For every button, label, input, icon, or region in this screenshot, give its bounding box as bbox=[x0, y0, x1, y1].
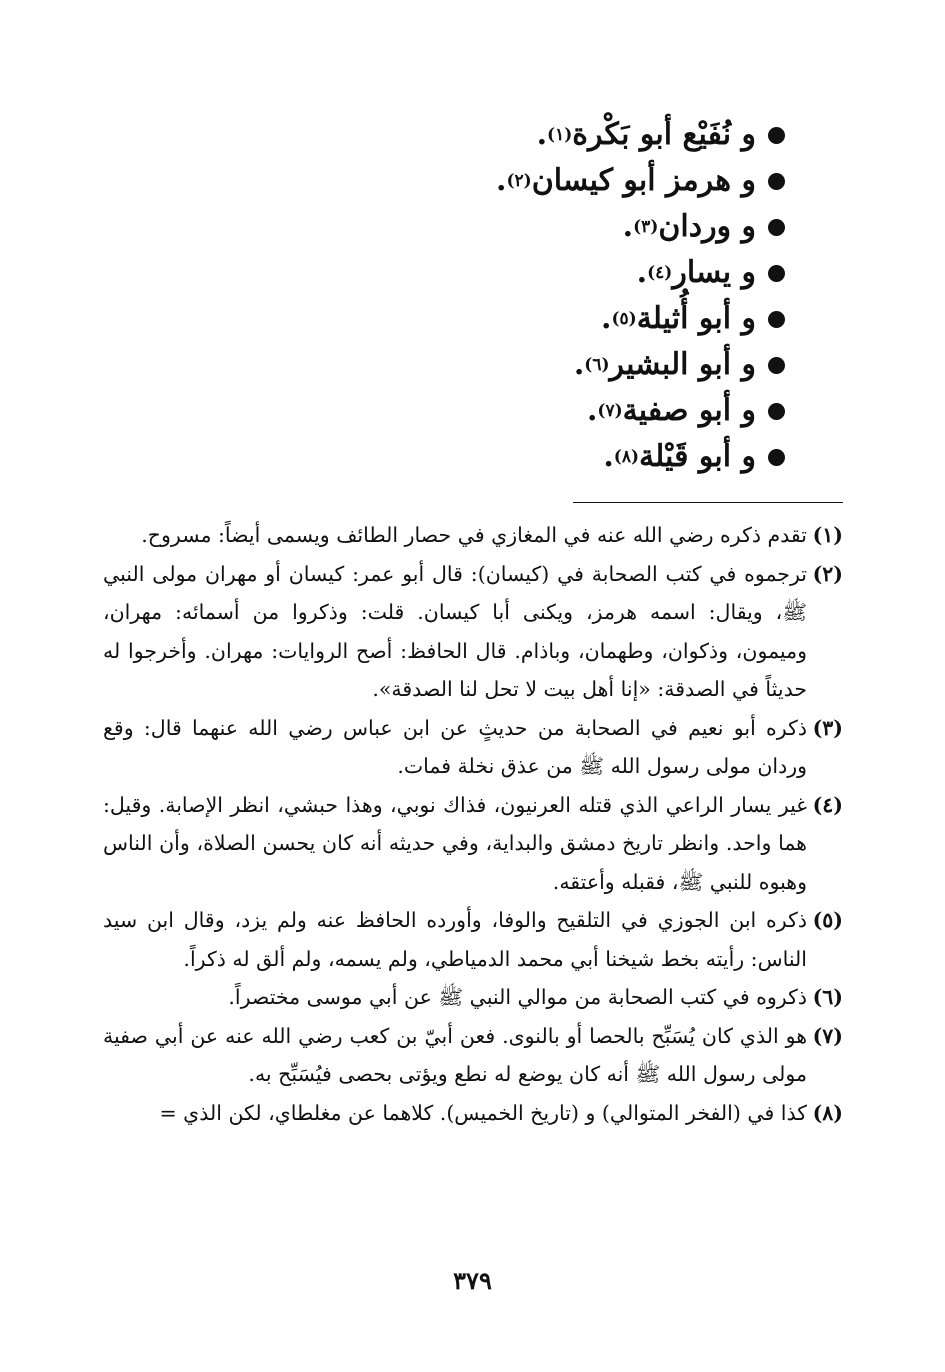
list-item bbox=[265, 112, 785, 158]
footnote-number: (٢) bbox=[812, 561, 843, 586]
list-item bbox=[265, 296, 785, 342]
footnote-text: ترجموه في كتب الصحابة في (كيسان): قال أبو عمر: كيسان أو مهران مولى النبي ﷺ، ويقال: اسمه هرمز، ويكنى أبا كيسان. قلت: وذكروا من أسمائه: مهران، وميمون، وذكوان، وطهمان، وباذام. قال الحافظ: أصح الروايات: مهران. وأخرجوا له حديثاً في الصدقة: «إنا أهل بيت لا تحل لنا الصدقة». bbox=[103, 561, 807, 701]
footnote-ref: (١) bbox=[547, 125, 573, 145]
list-item-text: و نُفَيْع أبو بَكْرة bbox=[572, 117, 756, 152]
list-item-text: و أبو قَيْلة bbox=[639, 439, 756, 474]
footnote-number: (٨) bbox=[812, 1100, 843, 1125]
footnote-ref: (٤) bbox=[647, 263, 673, 283]
footnote bbox=[103, 555, 843, 709]
list-item-period: . bbox=[496, 163, 507, 198]
footnote-number: (٥) bbox=[812, 908, 843, 932]
list-item-period: . bbox=[636, 255, 648, 290]
bullet-icon bbox=[768, 449, 785, 466]
footnote-text: ذكره أبو نعيم في الصحابة من حديثٍ عن ابن عباس رضي الله عنهما قال: وقع وردان مولى رسول الله ﷺ من عذق نخلة فمات. bbox=[103, 715, 807, 778]
list-item-text: و أبو أُثيلة bbox=[636, 301, 756, 336]
page-number: ٣٧٩ bbox=[453, 1266, 492, 1295]
bullet-icon bbox=[768, 173, 785, 190]
bullet-icon bbox=[768, 311, 785, 328]
bullet-icon bbox=[768, 357, 785, 374]
footnote-number: (١) bbox=[812, 523, 843, 547]
bullet-icon bbox=[768, 403, 785, 420]
footnotes bbox=[103, 516, 843, 1132]
list-item-period: . bbox=[586, 393, 598, 428]
list-item bbox=[265, 388, 785, 434]
list-item-text: و يسار bbox=[672, 255, 756, 290]
footnote-number: (٧) bbox=[812, 1023, 843, 1048]
footnote-text: غير يسار الراعي الذي قتله العرنيون، فذاك نوبي، وهذا حبشي، انظر الإصابة. وقيل: هما واحد. وانظر تاريخ دمشق والبداية، وفي حديثه أنه كان يحسن الصلاة، وأن الناس وهبوه للنبي ﷺ، فقبله وأعتقه. bbox=[103, 792, 807, 894]
footnote-ref: (٢) bbox=[506, 171, 532, 191]
bullet-list bbox=[265, 112, 785, 480]
footnote-separator bbox=[573, 502, 843, 503]
footnote bbox=[103, 786, 843, 902]
list-item-text: و أبو صفية bbox=[622, 393, 756, 428]
list-item-text: و هرمز أبو كيسان bbox=[531, 163, 756, 198]
list-item bbox=[265, 250, 785, 296]
list-item bbox=[265, 158, 785, 204]
footnote-text: هو الذي كان يُسَبِّح بالحصا أو بالنوى. فعن أبيّ بن كعب رضي الله عنه عن أبي صفية مولى رسول الله ﷺ أنه كان يوضع له نطع ويؤتى بحصى فيُسَبِّح به. bbox=[103, 1023, 807, 1086]
bullet-icon bbox=[768, 219, 785, 236]
footnote-text: ذكروه في كتب الصحابة من موالي النبي ﷺ عن أبي موسى مختصراً. bbox=[228, 985, 807, 1009]
list-item-period: . bbox=[622, 209, 634, 244]
list-item bbox=[265, 434, 785, 480]
footnote-ref: (٨) bbox=[613, 447, 640, 467]
footnote bbox=[103, 1094, 843, 1133]
footnote-ref: (٧) bbox=[597, 401, 623, 421]
footnote-ref: (٣) bbox=[633, 217, 659, 237]
footnote-number: (٦) bbox=[812, 985, 843, 1009]
bullet-icon bbox=[768, 127, 785, 144]
list-item-text: و وردان bbox=[658, 209, 756, 244]
footnote-text: كذا في (الفخر المتوالي) و (تاريخ الخميس). كلاهما عن مغلطاي، لكن الذي = bbox=[159, 1100, 807, 1125]
list-item-text: و أبو البشير bbox=[609, 347, 756, 382]
list-item bbox=[265, 342, 785, 388]
list-item-period: . bbox=[601, 301, 612, 336]
footnote-ref: (٥) bbox=[611, 309, 637, 329]
list-item-period: . bbox=[536, 117, 548, 152]
footnote-ref: (٦) bbox=[584, 355, 610, 375]
list-item bbox=[265, 204, 785, 250]
footnote bbox=[103, 901, 843, 978]
list-item-period: . bbox=[573, 347, 585, 382]
list-item-period: . bbox=[603, 439, 614, 474]
bullet-icon bbox=[768, 265, 785, 282]
footnote-text: تقدم ذكره رضي الله عنه في المغازي في حصار الطائف ويسمى أيضاً: مسروح. bbox=[141, 523, 807, 547]
footnote bbox=[103, 709, 843, 786]
footnote bbox=[103, 516, 843, 555]
footnote-number: (٣) bbox=[812, 715, 843, 740]
footnote-number: (٤) bbox=[812, 792, 843, 817]
footnote bbox=[103, 978, 843, 1017]
footnote bbox=[103, 1017, 843, 1094]
footnote-text: ذكره ابن الجوزي في التلقيح والوفا، وأورده الحافظ عنه ولم يزد، وقال ابن سيد الناس: رأيته بخط شيخنا أبي محمد الدمياطي، ولم يسمه، ولم ألق له ذكراً. bbox=[103, 908, 807, 971]
